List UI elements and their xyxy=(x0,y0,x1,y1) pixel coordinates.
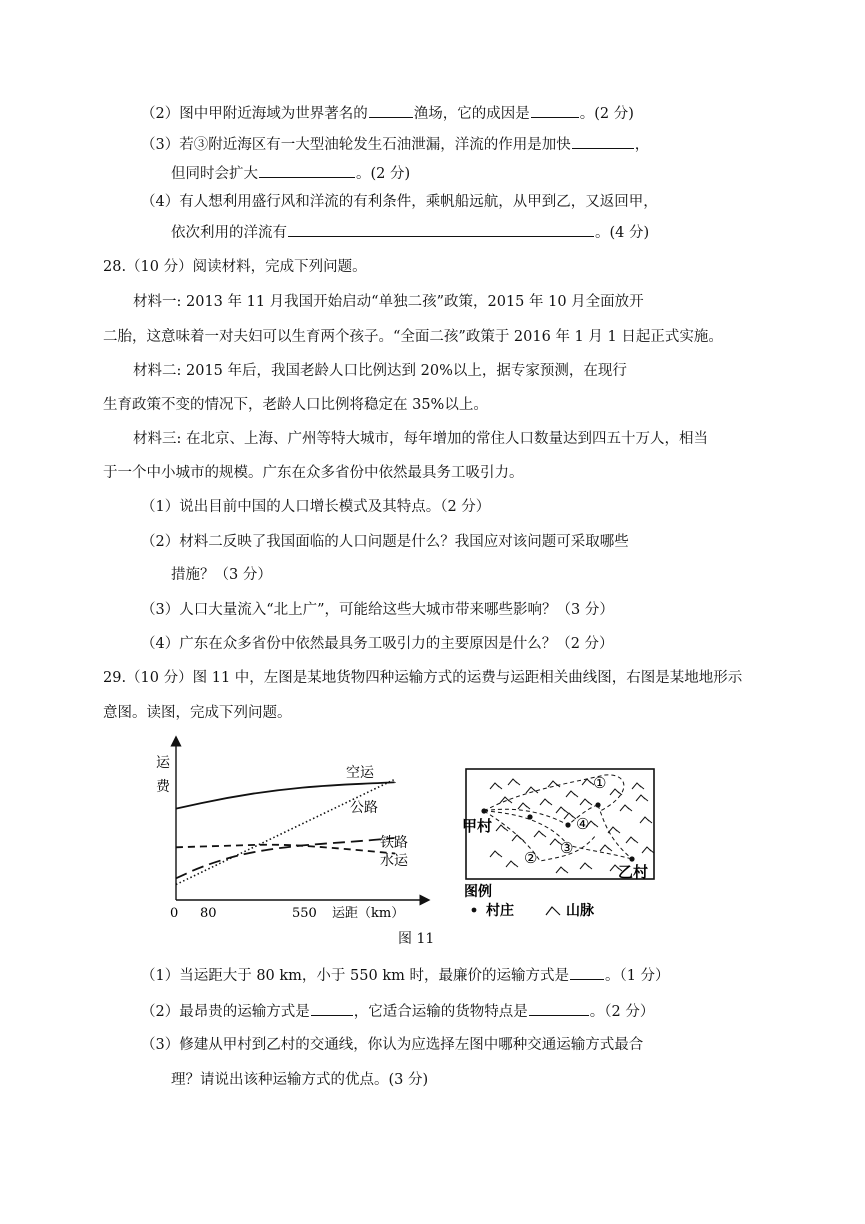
series-label-water: 水运 xyxy=(380,853,408,869)
answer-blank[interactable] xyxy=(572,133,634,149)
q28-material3-line2: 于一个中小城市的规模。广东在众多省份中依然最具务工吸引力。 xyxy=(103,465,524,481)
village-dot xyxy=(595,802,600,807)
mountain-glyph xyxy=(534,831,546,837)
mountain-glyph xyxy=(508,779,520,785)
mountain-glyph xyxy=(642,847,654,853)
village-b-label: 乙村 xyxy=(618,863,649,881)
x-tick-0: 0 xyxy=(170,906,179,921)
q29-question3-line1: （3）修建从甲村到乙村的交通线，你认为应选择左图中哪种交通运输方式最合 xyxy=(141,1037,644,1053)
terrain-map xyxy=(460,765,660,920)
legend-village-icon xyxy=(472,908,477,913)
q27-part2: （2）图中甲附近海域为世界著名的 渔场，它的成因是 。(2 分) xyxy=(141,102,634,124)
village-dot xyxy=(629,856,634,861)
mountain-glyph xyxy=(636,795,648,801)
legend-village-label: 村庄 xyxy=(486,903,514,919)
q27-part3-line1: （3）若③附近海区有一大型油轮发生石油泄漏，洋流的作用是加快 ， xyxy=(141,133,649,155)
mountain-glyph xyxy=(490,851,502,857)
mountain-glyph xyxy=(640,817,652,823)
village-dot xyxy=(565,822,570,827)
mountain-glyph xyxy=(626,837,638,843)
village-a-label: 甲村 xyxy=(462,817,493,835)
mountain-glyph xyxy=(496,825,508,831)
x-tick-80: 80 xyxy=(200,906,217,921)
mountain-glyph xyxy=(490,783,502,789)
mountain-glyph xyxy=(610,789,622,795)
village-dot xyxy=(527,814,532,819)
mountain-glyph xyxy=(608,827,620,833)
mountain-glyph xyxy=(600,845,612,851)
q28-question1: （1）说出目前中国的人口增长模式及其特点。（2 分） xyxy=(141,499,491,515)
q27-part4-line2: 依次利用的洋流有 。(4 分) xyxy=(171,221,649,243)
mountain-glyph xyxy=(580,863,592,869)
q29-question1: （1）当运距大于 80 km，小于 550 km 时，最廉价的运输方式是 。（1 分） xyxy=(141,964,670,986)
route-1-marker: ① xyxy=(593,774,607,792)
q28-question4: （4）广东在众多省份中依然最具务工吸引力的主要原因是什么？（2 分） xyxy=(141,636,614,652)
x-axis-label: 运距（km） xyxy=(332,906,405,921)
route-link-line xyxy=(598,805,632,859)
mountain-glyph xyxy=(620,805,632,811)
y-axis-label-2: 费 xyxy=(156,779,170,795)
mountain-glyph xyxy=(506,861,518,867)
route-lines xyxy=(484,775,632,861)
mountain-glyph xyxy=(518,803,530,809)
answer-blank[interactable] xyxy=(570,964,604,980)
mountain-glyph xyxy=(548,781,560,787)
figure-caption: 图 11 xyxy=(398,931,435,947)
series-label-rail: 铁路 xyxy=(380,835,408,851)
route-3-marker: ③ xyxy=(560,839,574,857)
series-label-air: 空运 xyxy=(346,765,374,781)
q28-material2-line1: 材料二: 2015 年后，我国老龄人口比例达到 20%以上，据专家预测，在现行 xyxy=(133,363,627,379)
mountain-glyph xyxy=(632,783,644,789)
mountain-glyph xyxy=(580,799,592,805)
series-water xyxy=(176,845,395,854)
series-road xyxy=(176,779,395,884)
q28-material1-line1: 材料一: 2013 年 11 月我国开始启动“单独二孩”政策，2015 年 10 月全面放开 xyxy=(133,294,644,310)
route-4-marker: ④ xyxy=(576,815,590,833)
answer-blank[interactable] xyxy=(288,221,594,237)
answer-blank[interactable] xyxy=(259,162,355,178)
q28-question2-line2: 措施？（3 分） xyxy=(171,567,272,583)
q27-part3-line2: 但同时会扩大 。(2 分) xyxy=(171,162,410,184)
x-tick-550: 550 xyxy=(292,906,317,921)
mountain-glyph xyxy=(556,807,568,813)
answer-blank[interactable] xyxy=(311,1000,353,1016)
transport-cost-chart xyxy=(150,735,440,925)
q28-question3: （3）人口大量流入“北上广”，可能给这些大城市带来哪些影响？（3 分） xyxy=(141,602,614,618)
q29-title-line2: 意图。读图，完成下列问题。 xyxy=(103,705,292,721)
q28-material1-line2: 二胎，这意味着一对夫妇可以生育两个孩子。“全面二孩”政策于 2016 年 1 月 1 日起正式实施。 xyxy=(103,329,723,345)
q27-part4-line1: （4）有人想利用盛行风和洋流的有利条件，乘帆船远航，从甲到乙，又返回甲， xyxy=(141,194,658,210)
q28-question2-line1: （2）材料二反映了我国面临的人口问题是什么？我国应对该问题可采取哪些 xyxy=(141,534,629,550)
mountain-range xyxy=(490,779,654,873)
q29-question3-line2: 理？请说出该种运输方式的优点。(3 分) xyxy=(171,1072,429,1088)
answer-blank[interactable] xyxy=(529,1000,589,1016)
q28-material2-line2: 生育政策不变的情况下，老龄人口比例将稳定在 35%以上。 xyxy=(103,397,488,413)
series-rail xyxy=(176,838,395,878)
answer-blank[interactable] xyxy=(369,102,413,118)
route-3-line xyxy=(484,811,632,859)
y-axis-label-1: 运 xyxy=(156,755,170,771)
legend-mountain-label: 山脉 xyxy=(566,903,594,919)
q28-title: 28.（10 分）阅读材料，完成下列问题。 xyxy=(103,259,367,275)
q29-title-line1: 29.（10 分）图 11 中，左图是某地货物四种运输方式的运费与运距相关曲线图，右图是某地地形示 xyxy=(103,670,743,686)
mountain-glyph xyxy=(556,867,568,873)
legend-mountain-icon xyxy=(546,907,560,915)
q29-question2: （2）最昂贵的运输方式是 ，它适合运输的货物特点是 。（2 分） xyxy=(141,1000,654,1022)
route-2-marker: ② xyxy=(524,849,538,867)
series-label-road: 公路 xyxy=(350,800,378,816)
mountain-glyph xyxy=(566,791,578,797)
legend-title: 图例 xyxy=(464,884,492,900)
q28-material3-line1: 材料三: 在北京、上海、广州等特大城市，每年增加的常住人口数量达到四五十万人，相当 xyxy=(133,431,708,447)
mountain-glyph xyxy=(500,797,512,803)
mountain-glyph xyxy=(540,799,552,805)
village-dot xyxy=(481,808,486,813)
mountain-glyph xyxy=(564,813,576,819)
answer-blank[interactable] xyxy=(531,102,579,118)
